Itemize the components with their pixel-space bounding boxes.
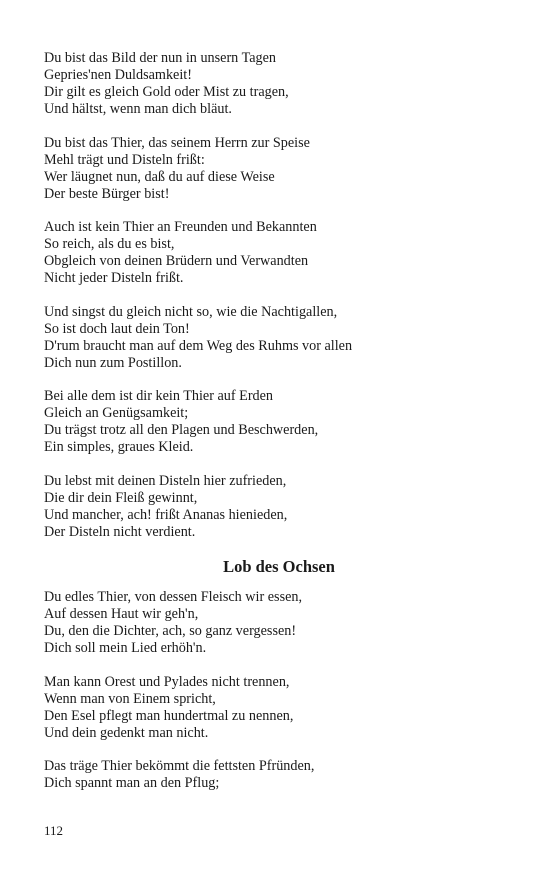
verse-line: Dich spannt man an den Pflug; — [44, 775, 220, 791]
poem1-stanza-6 — [44, 473, 514, 541]
verse-line: Obgleich von deinen Brüdern und Verwandten — [44, 253, 309, 269]
verse-line: Gepries'nen Duldsamkeit! — [44, 67, 192, 83]
verse-line: Die dir dein Fleiß gewinnt, — [44, 489, 198, 506]
verse-line: Du trägst trotz all den Plagen und Beschwerden, — [44, 422, 319, 438]
verse-line: So ist doch laut dein Ton! — [44, 320, 190, 337]
verse-line: Dir gilt es gleich Gold oder Mist zu tragen, — [44, 84, 289, 100]
poem1-stanza-3 — [44, 219, 514, 287]
verse-line: Dich soll mein Lied erhöh'n. — [44, 640, 207, 656]
verse-line: Und singst du gleich nicht so, wie die Nachtigallen, — [44, 303, 338, 320]
poem2-stanza-2 — [44, 674, 514, 742]
verse-line: Und mancher, ach! frißt Ananas hienieden, — [44, 506, 288, 523]
poem1-stanza-2 — [44, 135, 514, 203]
poem1-stanza-1 — [44, 50, 514, 118]
verse-line: Mehl trägt und Disteln frißt: — [44, 151, 205, 168]
verse-line: Du edles Thier, von dessen Fleisch wir essen, — [44, 589, 303, 605]
verse-line: Der beste Bürger bist! — [44, 185, 170, 202]
verse-line: Man kann Orest und Pylades nicht trennen, — [44, 673, 290, 690]
verse-line: Du bist das Bild der nun in unsern Tagen — [44, 50, 277, 66]
verse-line: Auf dessen Haut wir geh'n, — [44, 606, 199, 622]
verse-line: So reich, als du es bist, — [44, 236, 175, 252]
verse-line: Auch ist kein Thier an Freunden und Bekannten — [44, 219, 317, 235]
verse-line: Dich nun zum Postillon. — [44, 354, 182, 371]
verse-line: Der Disteln nicht verdient. — [44, 523, 196, 540]
poem2-stanza-1 — [44, 589, 514, 657]
verse-line: Du, den die Dichter, ach, so ganz vergessen! — [44, 623, 297, 639]
verse-line: Du lebst mit deinen Disteln hier zufrieden, — [44, 472, 287, 489]
verse-line: Und hältst, wenn man dich bläut. — [44, 101, 232, 117]
verse-line: Du bist das Thier, das seinem Herrn zur Speise — [44, 134, 310, 151]
verse-line: Bei alle dem ist dir kein Thier auf Erden — [44, 388, 274, 404]
verse-line: Das träge Thier bekömmt die fettsten Pfründen, — [44, 758, 315, 774]
verse-line: Wenn man von Einem spricht, — [44, 690, 216, 707]
verse-line: Gleich an Genügsamkeit; — [44, 405, 189, 421]
poem1-stanza-4 — [44, 304, 514, 372]
verse-line: Und dein gedenkt man nicht. — [44, 724, 209, 741]
book-page — [44, 50, 514, 809]
verse-line: Ein simples, graues Kleid. — [44, 439, 194, 455]
verse-line: Den Esel pflegt man hundertmal zu nennen, — [44, 707, 294, 724]
poem-title: Lob des Ochsen — [223, 557, 335, 576]
verse-line: D'rum braucht man auf dem Weg des Ruhms vor allen — [44, 337, 353, 354]
poem2-stanza-3 — [44, 758, 514, 792]
poem1-stanza-5 — [44, 388, 514, 456]
verse-line: Wer läugnet nun, daß du auf diese Weise — [44, 168, 275, 185]
verse-line: Nicht jeder Disteln frißt. — [44, 270, 184, 286]
page-number: 112 — [44, 823, 64, 838]
